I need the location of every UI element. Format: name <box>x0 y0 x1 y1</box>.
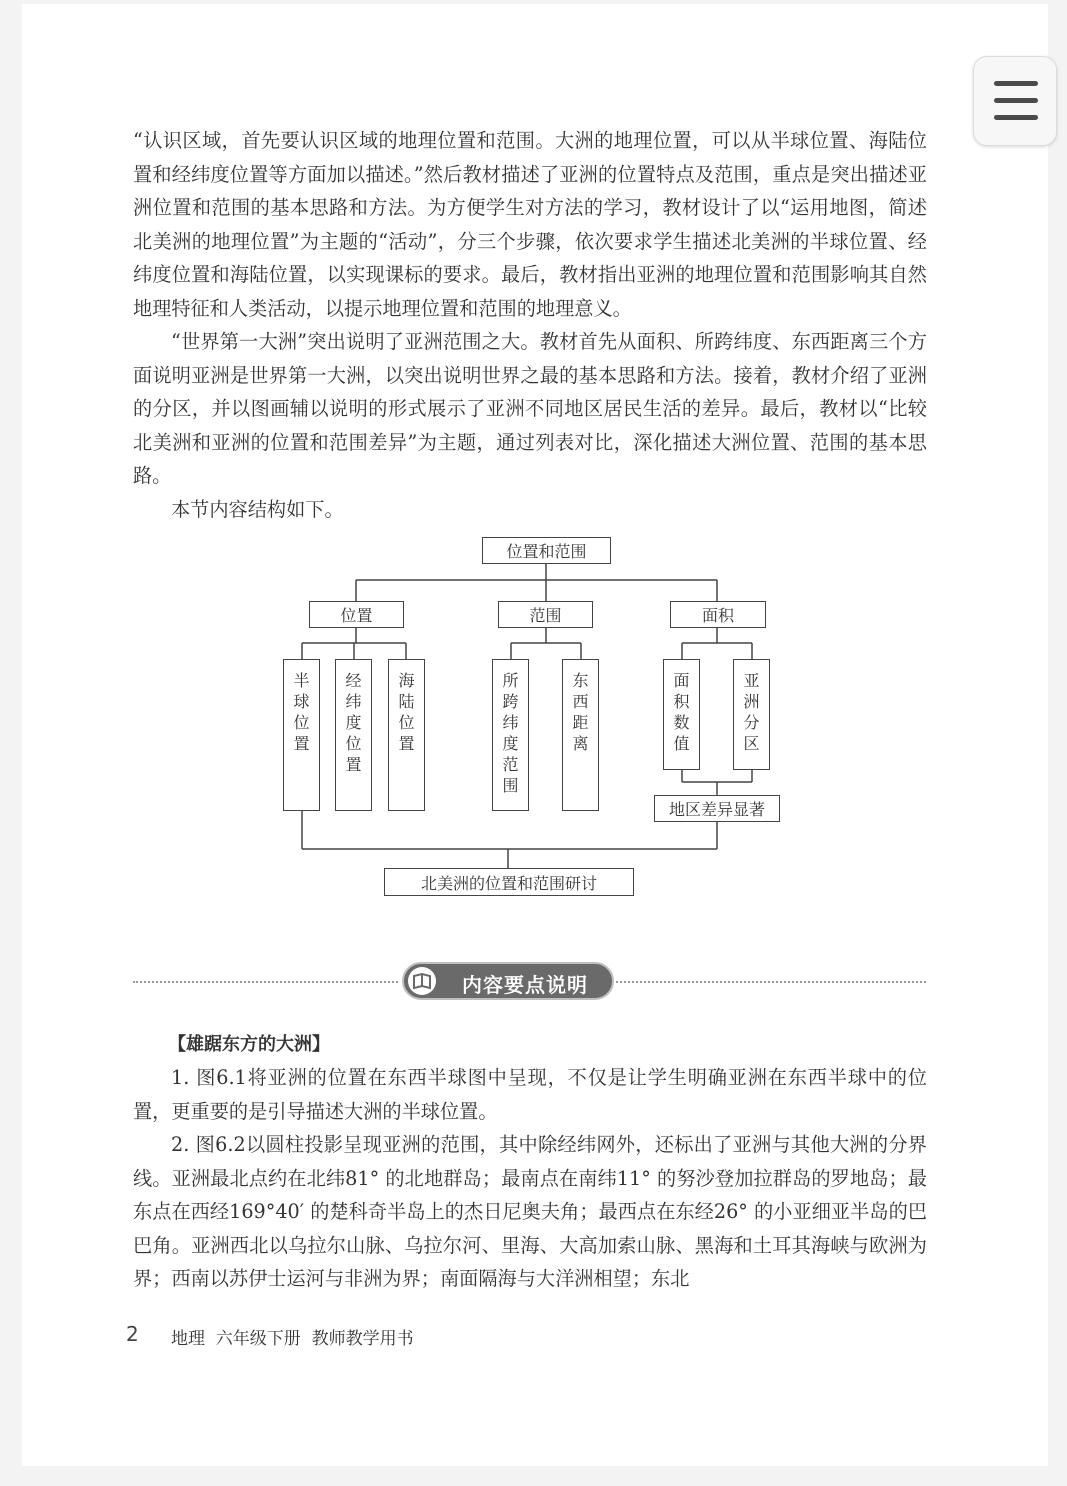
book-title-footer: 地理 六年级下册 教师教学用书 <box>171 1329 414 1349</box>
diagram-bottom: 北美洲的位置和范围研讨 <box>384 868 634 896</box>
diagram-regional-diff: 地区差异显著 <box>654 795 780 822</box>
section-banner <box>402 962 614 1000</box>
diagram-leaf-asiaregions <box>733 659 770 770</box>
intro-paragraph-1: “认识区域，首先要认识区域的地理位置和范围。大洲的地理位置，可以从半球位置、海陆位置和经纬度位置等方面加以描述。”然后教材描述了亚洲的位置特点及范围，重点是突出描述亚洲位置和范围的基本思路和方法。为方便学生对方法的学习，教材设计了以“运用地图，简述北美洲的地理位置”为主题的“活动”，分三个步骤，依次要求学生描述北美洲的半球位置、经纬度位置和海陆位置，以实现课标的要求。最后，教材指出亚洲的地理位置和范围影响其自然地理特征和人类活动，以提示地理位置和范围的地理意义。 <box>133 129 927 320</box>
leaf-label: 所跨纬度范围 <box>502 671 519 795</box>
book-icon <box>408 967 436 995</box>
diagram-branch-extent: 范围 <box>498 601 593 628</box>
diagram-leaf-areavalue <box>663 659 700 770</box>
diagram-leaf-ewdistance <box>562 659 599 811</box>
section-divider-right <box>616 981 926 983</box>
diagram-leaf-latspan <box>492 659 529 811</box>
diagram-branch-area: 面积 <box>670 601 766 628</box>
leaf-label: 亚洲分区 <box>743 671 760 753</box>
section-title: 内容要点说明 <box>462 973 588 997</box>
point-paragraph-2: 2. 图6.2以圆柱投影呈现亚洲的范围，其中除经纬网外，还标出了亚洲与其他大洲的分界线。亚洲最北点约在北纬81° 的北地群岛；最南点在南纬11° 的努沙登加拉群岛的罗地岛；最东点在西经169°40′ 的楚科奇半岛上的杰日尼奥夫角；最西点在东经26° 的小亚细亚半岛的巴巴角。亚洲西北以乌拉尔山脉、乌拉尔河、里海、大高加索山脉、黑海和土耳其海峡与欧洲为界；西南以苏伊士运河与非洲为界；南面隔海与大洋洲相望；东北 <box>133 1133 927 1291</box>
intro-paragraph-2: “世界第一大洲”突出说明了亚洲范围之大。教材首先从面积、所跨纬度、东西距离三个方面说明亚洲是世界第一大洲，以突出说明世界之最的基本思路和方法。接着，教材介绍了亚洲的分区，并以图画辅以说明的形式展示了亚洲不同地区居民生活的差异。最后，教材以“比较北美洲和亚洲的位置和范围差异”为主题，通过列表对比，深化描述大洲位置、范围的基本思路。 <box>133 330 927 488</box>
leaf-label: 经纬度位置 <box>345 671 362 774</box>
book-icon-glyph <box>408 967 436 995</box>
point-paragraph-1: 1. 图6.1将亚洲的位置在东西半球图中呈现，不仅是让学生明确亚洲在东西半球中的位置，更重要的是引导描述大洲的半球位置。 <box>133 1066 927 1123</box>
diagram-root: 位置和范围 <box>482 537 611 564</box>
structure-intro: 本节内容结构如下。 <box>171 498 344 521</box>
leaf-label: 东西距离 <box>572 671 589 753</box>
subheading: 【雄踞东方的大洲】 <box>168 1034 330 1055</box>
diagram-leaf-landsea <box>388 659 425 811</box>
section-divider-left <box>133 981 398 983</box>
page-number: 2 <box>126 1322 139 1346</box>
diagram-branch-position: 位置 <box>309 601 404 628</box>
leaf-label: 面积数值 <box>673 671 690 753</box>
leaf-label: 海陆位置 <box>398 671 415 753</box>
diagram-leaf-latlon <box>335 659 372 811</box>
diagram-leaf-hemisphere <box>283 659 320 811</box>
leaf-label: 半球位置 <box>293 671 310 753</box>
